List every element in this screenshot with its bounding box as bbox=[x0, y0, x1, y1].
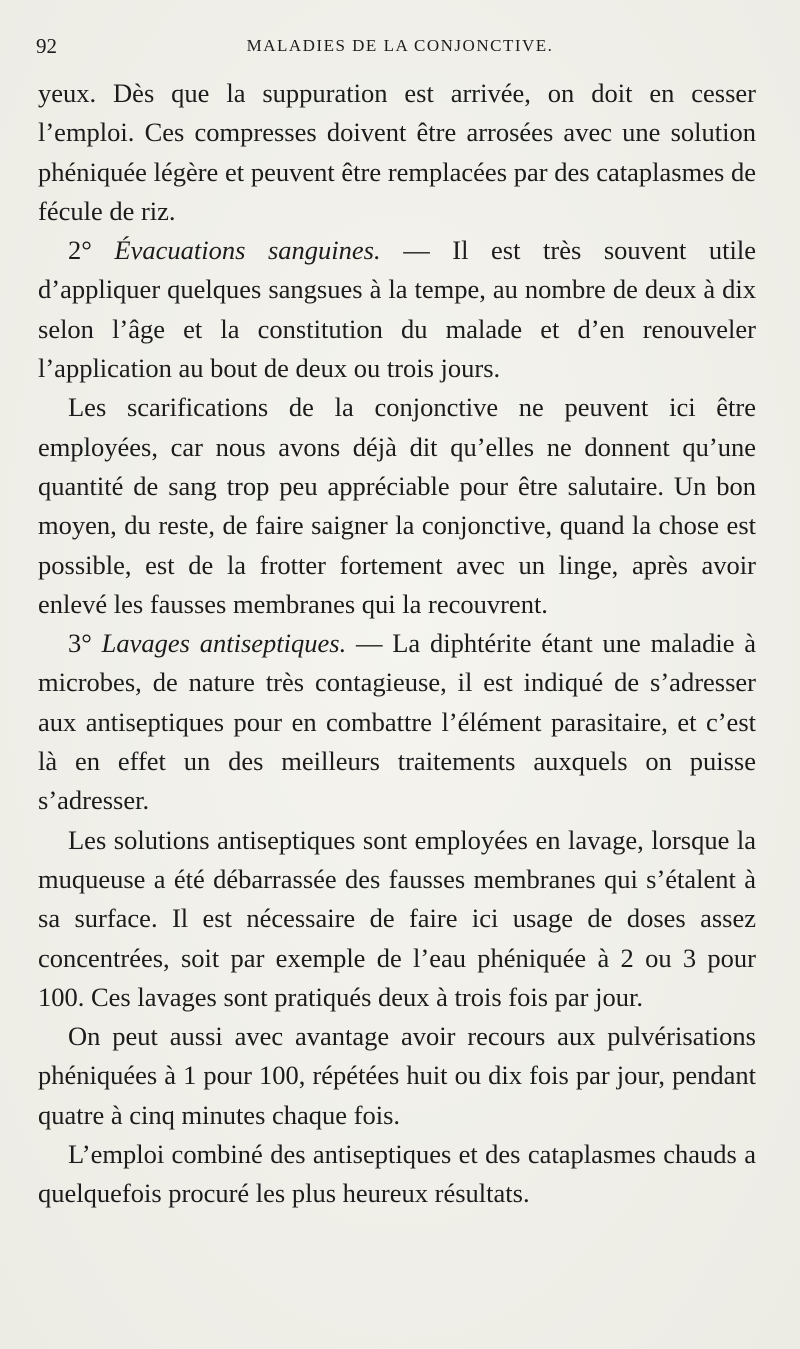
paragraph-solutions-antiseptiques bbox=[38, 821, 756, 1017]
paragraph-text: L’emploi combiné des antiseptiques et des cataplasmes chauds a quelquefois procuré les plus heureux résultats. bbox=[38, 1139, 756, 1209]
paragraph-scarifications bbox=[38, 388, 756, 624]
paragraph-text: Les solutions antiseptiques sont employées en lavage, lorsque la muqueuse a été débarrassée des fausses membranes qui s’étalent à sa surface. Il est nécessaire de faire ici usage de doses assez concentrées, soit par exemple de l’eau phéniquée à 2 ou 3 pour 100. Ces lavages sont pratiqués deux à trois fois par jour. bbox=[38, 824, 756, 1012]
body-text bbox=[38, 74, 756, 1214]
paragraph-lavages-antiseptiques bbox=[38, 624, 756, 820]
paragraph-text: yeux. Dès que la suppuration est arrivée, on doit en cesser l’emploi. Ces compresses doivent être arrosées avec une solution phéniquée légère et peuvent être remplacées par des cataplasmes de fécule de riz. bbox=[38, 78, 756, 226]
paragraph-continuation bbox=[38, 74, 756, 231]
running-head bbox=[36, 34, 764, 58]
paragraph-evacuations-sanguines bbox=[38, 231, 756, 388]
paragraph-emploi-combine bbox=[38, 1135, 756, 1214]
section-heading: Évacuations sanguines. bbox=[114, 235, 381, 266]
paragraph-pulverisations bbox=[38, 1017, 756, 1135]
paragraph-text: Les scarifications de la conjonctive ne peuvent ici être employées, car nous avons déjà dit qu’elles ne donnent qu’une quantité de sang trop peu appréciable pour être salutaire. Un bon moyen, du reste, de faire saigner la conjonctive, quand la chose est possible, est de la frotter fortement avec un linge, après avoir enlevé les fausses membranes qui la recouvrent. bbox=[38, 392, 756, 619]
paragraph-text: — La diphtérite étant une maladie à microbes, de nature très contagieuse, il est indiqué de s’adresser aux antiseptiques pour en combattre l’élément parasitaire, et c’est là en effet un des meilleurs traitements auxquels on puisse s’adresser. bbox=[38, 628, 756, 816]
running-title: MALADIES DE LA CONJONCTIVE. bbox=[246, 36, 554, 55]
section-heading: Lavages antiseptiques. bbox=[101, 628, 347, 659]
page-number: 92 bbox=[36, 34, 57, 58]
paragraph-text: — Il est très souvent utile d’appliquer quelques sangsues à la tempe, au nombre de deux à dix selon l’âge et la constitution du malade et d’en renouveler l’application au bout de deux ou trois jours. bbox=[38, 235, 756, 384]
section-number: 2° bbox=[68, 235, 115, 266]
paragraph-text: On peut aussi avec avantage avoir recours aux pulvérisations phéniquées à 1 pour 100, répétées huit ou dix fois par jour, pendant quatre à cinq minutes chaque fois. bbox=[38, 1021, 756, 1130]
section-number: 3° bbox=[68, 628, 102, 659]
